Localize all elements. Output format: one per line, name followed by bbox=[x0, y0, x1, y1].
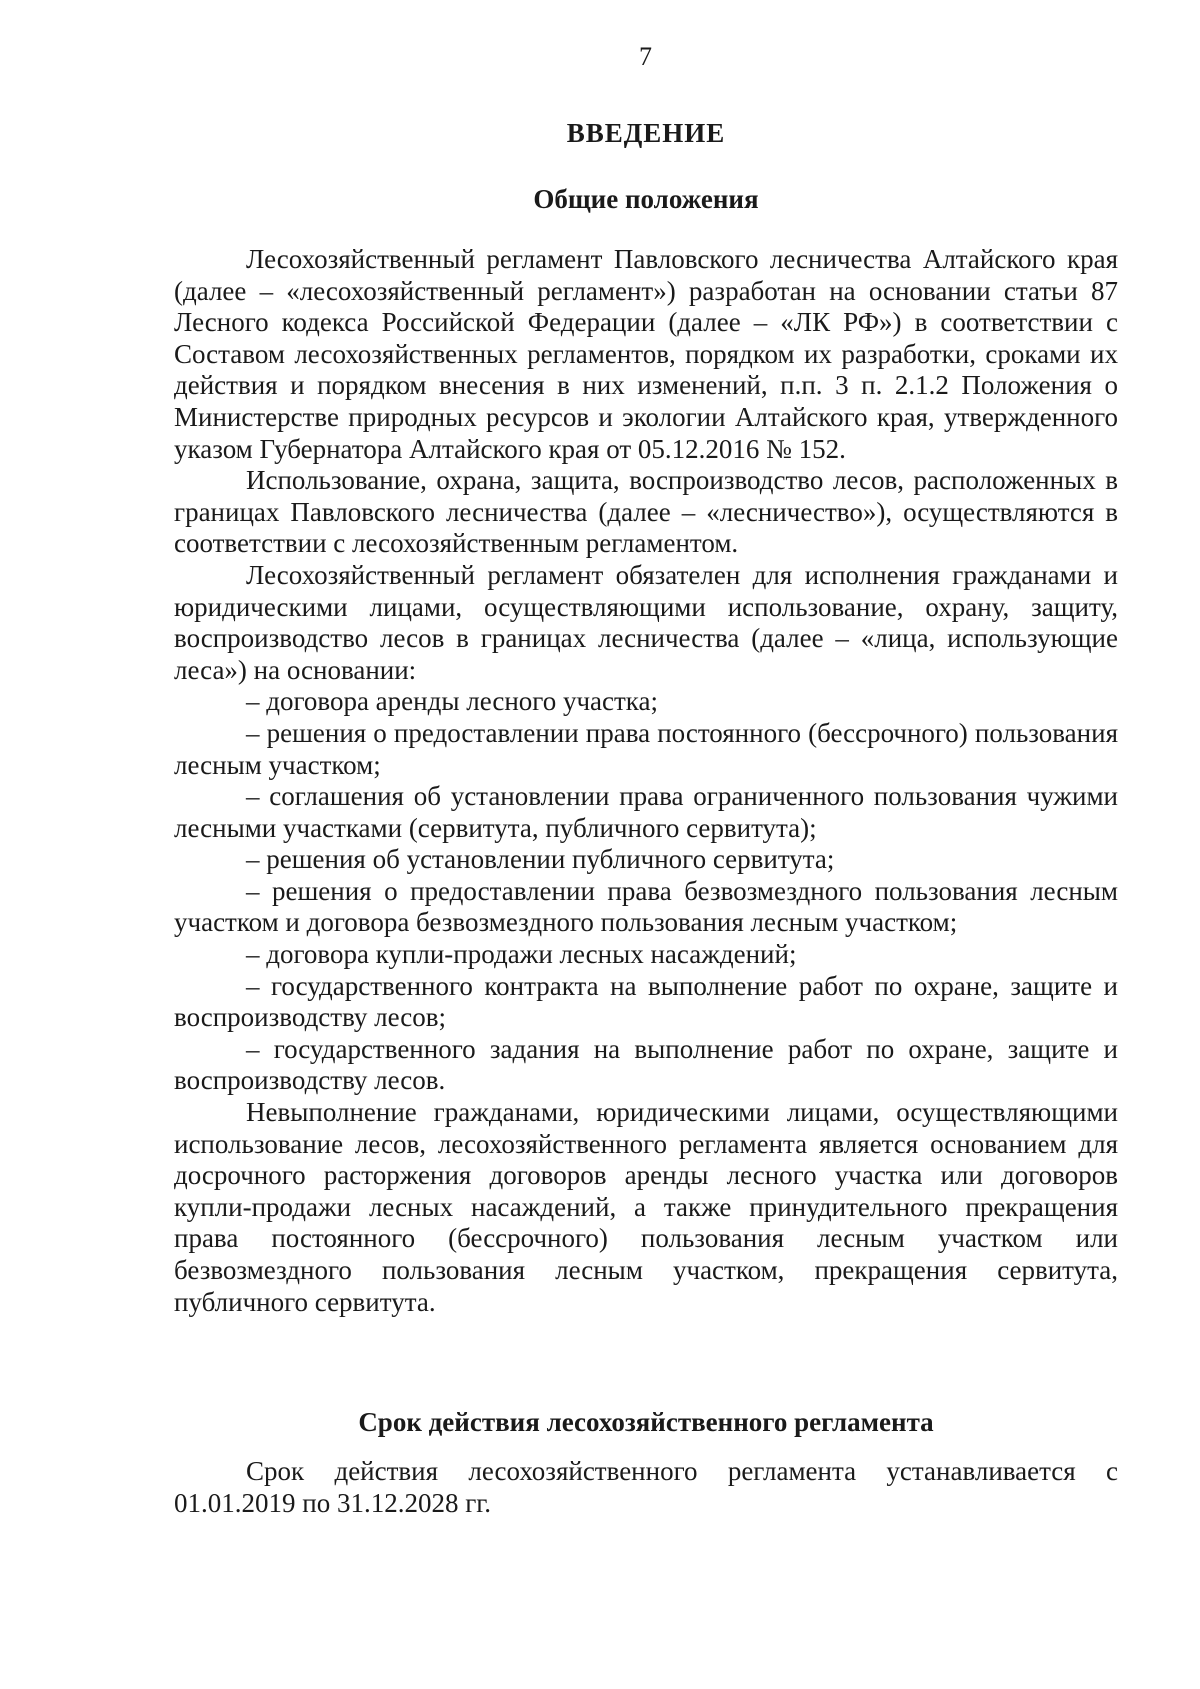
paragraph-forest-use: Использование, охрана, защита, воспроизводство лесов, расположенных в границах Павловского лесничества (далее – «лесничество»), осуществляются в соответствии с лесохозяйственным регламентом. bbox=[174, 465, 1118, 559]
subsection-heading-term: Срок действия лесохозяйственного регламента bbox=[358, 1407, 934, 1437]
paragraph-obligation: Лесохозяйственный регламент обязателен для исполнения гражданами и юридическими лицами, осуществляющими использование, охрану, защиту, воспроизводство лесов в границах лесничества (далее – «лица, использующие леса») на основании: bbox=[174, 559, 1118, 685]
section-heading-introduction: ВВЕДЕНИЕ bbox=[566, 118, 726, 148]
page-number: 7 bbox=[639, 42, 652, 71]
list-item-lease: – договора аренды лесного участка; bbox=[246, 686, 658, 717]
list-item-sale-contract: – договора купли-продажи лесных насаждений; bbox=[246, 939, 797, 970]
list-item-free-use: – решения о предоставлении права безвозмездного пользования лесным участком и договора безвозмездного пользования лесным участком; bbox=[174, 875, 1118, 938]
list-item-permanent-use: – решения о предоставлении права постоянного (бессрочного) пользования лесным участком; bbox=[174, 717, 1118, 780]
paragraph-non-compliance: Невыполнение гражданами, юридическими лицами, осуществляющими использование лесов, лесохозяйственного регламента является основанием для досрочного расторжения договоров аренды лесного участка или договоров купли-продажи лесных насаждений, а также принудительного прекращения права постоянного (бессрочного) пользования лесным участком или безвозмездного пользования лесным участком, прекращения сервитута, публичного сервитута. bbox=[174, 1097, 1118, 1317]
list-item-state-assignment: – государственного задания на выполнение работ по охране, защите и воспроизводству лесов. bbox=[174, 1033, 1118, 1096]
list-item-public-easement: – решения об установлении публичного сервитута; bbox=[246, 844, 835, 875]
term-body bbox=[174, 1456, 1118, 1519]
list-item-easement-agreement: – соглашения об установлении права ограниченного пользования чужими лесными участками (сервитута, публичного сервитута); bbox=[174, 781, 1118, 843]
paragraph-regulation-basis: Лесохозяйственный регламент Павловского лесничества Алтайского края (далее – «лесохозяйственный регламент») разработан на основании статьи 87 Лесного кодекса Российской Федерации (далее – «ЛК РФ») в соответствии с Составом лесохозяйственных регламентов, порядком их разработки, сроками их действия и порядком внесения в них изменений, п.п. 3 п. 2.1.2 Положения о Министерстве природных ресурсов и экологии Алтайского края, утвержденного указом Губернатора Алтайского края от 05.12.2016 № 152. bbox=[174, 244, 1118, 464]
general-provisions-body bbox=[174, 244, 1118, 1318]
paragraph-term: Срок действия лесохозяйственного регламента устанавливается с 01.01.2019 по 31.12.2028 гг. bbox=[174, 1456, 1118, 1518]
subsection-heading-general: Общие положения bbox=[533, 184, 759, 214]
list-item-state-contract: – государственного контракта на выполнение работ по охране, защите и воспроизводству лесов; bbox=[174, 970, 1118, 1033]
